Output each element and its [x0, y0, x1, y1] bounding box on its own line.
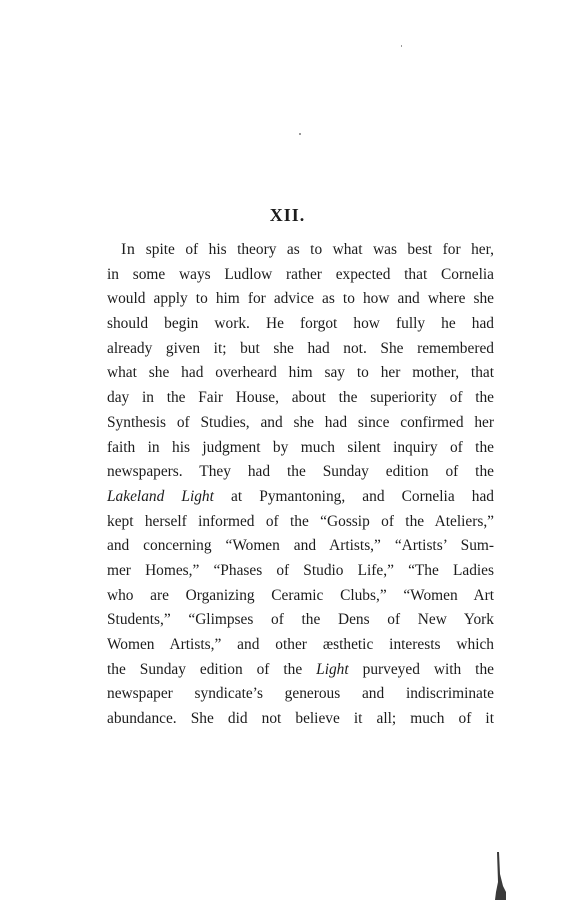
italic-title: Light [316, 660, 349, 678]
text-line: in some ways Ludlow rather expected that Cornelia [107, 265, 494, 283]
text-line: newspaper syndicate’s generous and indiscriminate [107, 685, 494, 703]
text-line: who are Organizing Ceramic Clubs,” “Women Art [107, 586, 494, 604]
text-line: Women Artists,” and other æsthetic interests which [107, 636, 494, 653]
text-line: and concerning “Women and Artists,” “Artists’ Sum- [107, 537, 494, 555]
chapter-heading: XII. [269, 205, 306, 225]
chapter-paragraph [107, 238, 494, 732]
text-line: Synthesis of Studies, and she had since confirmed her [107, 413, 494, 431]
text-line: should begin work. He forgot how fully he had [107, 315, 494, 333]
text-line: In spite of his theory as to what was best for her, [121, 241, 494, 258]
text-line: Lakeland Light at Pymantoning, and Cornelia had [107, 487, 494, 505]
text-line: the Sunday edition of the Light purveyed with the [107, 660, 494, 678]
text-line: newspapers. They had the Sunday edition of the [107, 463, 494, 481]
drop-cap: In [121, 241, 136, 258]
paper-speck [299, 133, 301, 135]
text-line: mer Homes,” “Phases of Studio Life,” “The Ladies [107, 561, 494, 579]
text-line: would apply to him for advice as to how and where she [107, 290, 494, 308]
paper-speck [401, 45, 402, 47]
text-line: what she had overheard him say to her mother, that [107, 364, 494, 382]
text-line: abundance. She did not believe it all; much of it [107, 710, 494, 728]
text-line: Students,” “Glimpses of the Dens of New York [107, 611, 494, 629]
page-edge-mark [494, 852, 508, 900]
text-line: already given it; but she had not. She remembered [107, 339, 494, 357]
italic-title: Lakeland Light [107, 487, 214, 505]
text-line: day in the Fair House, about the superiority of the [107, 389, 494, 407]
text-line: kept herself informed of the “Gossip of the Ateliers,” [107, 512, 494, 530]
text-line: faith in his judgment by much silent inquiry of the [107, 438, 494, 456]
